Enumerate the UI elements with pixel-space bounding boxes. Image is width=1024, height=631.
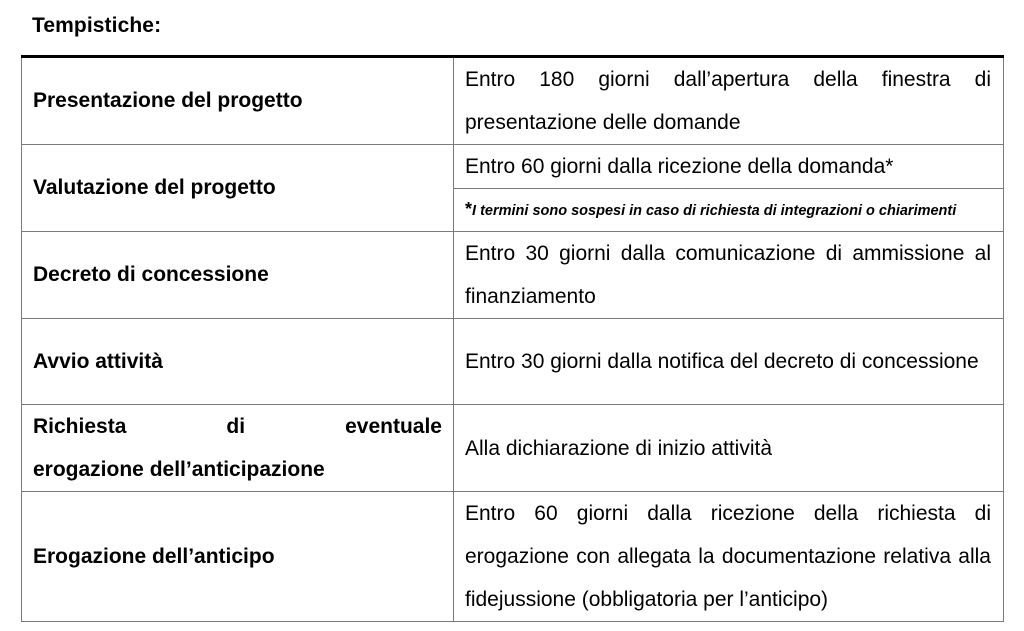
row-value: Entro 60 giorni dalla ricezione della richiesta di erogazione con allegata la documentazione relativa alla fidejussione (obbligatoria per l’anticipo) [454, 492, 1004, 622]
row-value: Entro 180 giorni dall’apertura della finestra di presentazione delle domande [454, 57, 1004, 145]
footnote-text: I termini sono sospesi in caso di richiesta di integrazioni o chiarimenti [472, 202, 957, 219]
table-row [22, 319, 1004, 405]
table-row [22, 145, 1004, 189]
row-label: Valutazione del progetto [22, 145, 454, 232]
row-label: Decreto di concessione [22, 232, 454, 319]
row-label-line1: Richiesta di eventuale [33, 415, 442, 438]
row-value: Entro 30 giorni dalla comunicazione di ammissione al finanziamento [454, 232, 1004, 319]
row-label: Erogazione dell’anticipo [22, 492, 454, 622]
row-label: Presentazione del progetto [22, 57, 454, 145]
table-row [22, 232, 1004, 319]
timeline-table [21, 55, 1004, 622]
row-label-line2: erogazione dell’anticipazione [33, 458, 325, 481]
footnote [454, 189, 1004, 232]
table-row [22, 405, 1004, 492]
section-heading: Tempistiche: [32, 14, 162, 37]
row-label [22, 405, 454, 492]
row-value: Alla dichiarazione di inizio attività [454, 405, 1004, 492]
row-label: Avvio attività [22, 319, 454, 405]
footnote-star: * [465, 198, 473, 219]
row-value: Entro 30 giorni dalla notifica del decreto di concessione [454, 319, 1004, 405]
table-row [22, 492, 1004, 622]
row-value: Entro 60 giorni dalla ricezione della domanda* [454, 145, 1004, 189]
table-row [22, 57, 1004, 145]
